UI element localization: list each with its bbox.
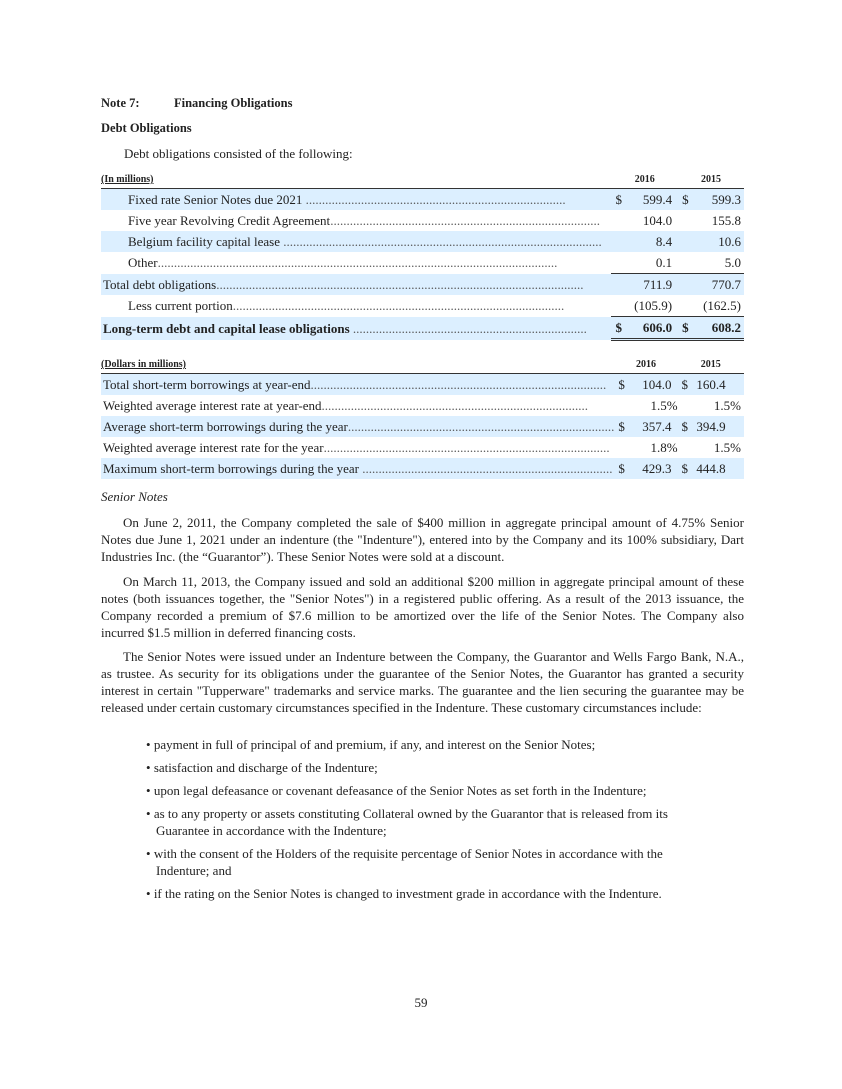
row-label: Maximum short-term borrowings during the year (103, 461, 359, 476)
list-item (146, 736, 706, 753)
bullet-icon: • (146, 737, 151, 752)
cell-value: 0.1 (626, 252, 678, 274)
table-row: Weighted average interest rate at year-end.................................................................................. 1.5% 1.5% (101, 395, 744, 416)
debt-obligations-table (101, 172, 744, 341)
currency-symbol (614, 437, 629, 458)
cell-value: 1.5% (713, 398, 741, 413)
table-row: Total debt obligations................................................................................................................. 711.9 770.7 (101, 274, 744, 296)
currency-symbol (678, 295, 693, 317)
cell-value: 155.8 (711, 213, 741, 228)
row-label: Less current portion (128, 298, 233, 314)
table-row: Total short-term borrowings at year-end........................................................................................... $ 104.0 $ 160.4 (101, 374, 744, 396)
table-row: Other........................................................................................................................... 0.1 5.0 (101, 252, 744, 274)
list-item (146, 759, 706, 776)
currency-symbol: $ (611, 317, 626, 340)
bullet-icon: • (146, 886, 151, 901)
paragraph (101, 573, 744, 641)
note-number: Note 7: (101, 96, 140, 110)
currency-symbol (611, 295, 626, 317)
row-label: Average short-term borrowings during the year (103, 419, 348, 434)
bullet-icon: • (146, 806, 151, 821)
row-label: Other (128, 255, 158, 271)
intro-text: Debt obligations consisted of the following: (124, 146, 353, 161)
currency-symbol (611, 252, 626, 274)
unit-label: (In millions) (101, 174, 154, 185)
row-label: Total debt obligations (103, 276, 217, 292)
currency-symbol (678, 210, 693, 231)
list-item-text: satisfaction and discharge of the Indenture; (153, 760, 378, 775)
currency-symbol (611, 210, 626, 231)
row-label: Fixed rate Senior Notes due 2021 (128, 192, 303, 207)
currency-symbol: $ (678, 317, 693, 340)
currency-symbol: $ (678, 416, 693, 437)
currency-symbol (678, 231, 693, 252)
year-header: 2016 (635, 359, 656, 370)
cell-value: 429.3 (629, 458, 677, 479)
table-header-row (101, 357, 744, 374)
row-label: Belgium facility capital lease (128, 234, 280, 249)
table-row: Fixed rate Senior Notes due 2021 ................................................................................ $ 599.4 $ 599.3 (101, 189, 744, 211)
cell-value: 10.6 (693, 231, 744, 252)
bullet-icon: • (146, 846, 151, 861)
cell-value: 104.0 (629, 374, 677, 396)
currency-symbol (678, 437, 693, 458)
year-header: 2015 (701, 174, 722, 185)
bullet-icon: • (146, 783, 151, 798)
cell-value: 1.5% (713, 440, 741, 455)
cell-value: 5.0 (693, 252, 744, 274)
currency-symbol: $ (614, 458, 629, 479)
paragraph-text: The Senior Notes were issued under an Indenture between the Company, the Guarantor and Wells Fargo Bank, N.A., as trustee. As security for its obligations under the guarantee of the Senior Notes, the Guarantor has granted a security interest in certain "Tupperware" trademarks and service marks. The guarantee and the lien securing the guarantee may be released under certain customary circumstances specified in the Indenture. These customary circumstances include: (101, 649, 744, 715)
cell-value: 8.4 (626, 231, 678, 252)
list-item-text: with the consent of the Holders of the requisite percentage of Senior Notes in accordance with the Indenture; and (153, 846, 663, 878)
currency-symbol (678, 274, 693, 296)
table-row: Weighted average interest rate for the year........................................................................................ 1.8% 1.5% (101, 437, 744, 458)
cell-value: 599.4 (626, 189, 678, 211)
unit-label: (Dollars in millions) (101, 359, 187, 370)
cell-value: (105.9) (626, 295, 678, 317)
row-label: Five year Revolving Credit Agreement (128, 213, 331, 228)
cell-value: 711.9 (626, 274, 678, 296)
debt-obligations-heading: Debt Obligations (101, 121, 192, 135)
cell-value: 1.5% (650, 398, 678, 413)
list-item-text: upon legal defeasance or covenant defeasance of the Senior Notes as set forth in the Indenture; (153, 783, 647, 798)
cell-value: 608.2 (693, 317, 744, 340)
cell-value: (162.5) (693, 295, 744, 317)
cell-value: 1.8% (650, 440, 678, 455)
currency-symbol (678, 252, 693, 274)
paragraph-text: On March 11, 2013, the Company issued and sold an additional $200 million in aggregate principal amount of these notes (both issuances together, the "Senior Notes") in a registered public offering. As a result of the 2013 issuance, the Company recorded a premium of $7.6 million to be amortized over the life of the Senior Notes. The Company also incurred $1.5 million in deferred financing costs. (101, 574, 744, 640)
currency-symbol: $ (678, 189, 693, 211)
cell-value: 444.8 (692, 458, 744, 479)
list-item (146, 845, 706, 879)
list-item-text: if the rating on the Senior Notes is changed to investment grade in accordance with the Indenture. (153, 886, 662, 901)
cell-value: 599.3 (693, 189, 744, 211)
row-label: Weighted average interest rate for the year (103, 440, 324, 455)
table-row: Five year Revolving Credit Agreement................................................................................... 104.0 155.8 (101, 210, 744, 231)
bullet-icon: • (146, 760, 151, 775)
circumstances-list (146, 736, 706, 908)
table-header-row (101, 172, 744, 189)
currency-symbol: $ (611, 189, 626, 211)
row-label: Total short-term borrowings at year-end (103, 377, 311, 392)
list-item (146, 885, 706, 902)
table-row-total: Long-term debt and capital lease obligations ........................................................................ $ 606.0 $ 608.2 (101, 317, 744, 340)
table-row: Less current portion...................................................................................................... (105.9) (162.5) (101, 295, 744, 317)
table-row: Belgium facility capital lease .................................................................................................. 8.4 10.6 (101, 231, 744, 252)
short-term-borrowings-table (101, 357, 744, 479)
currency-symbol (678, 395, 693, 416)
list-item-text: as to any property or assets constituting Collateral owned by the Guarantor that is released from its Guarantee in accordance with the Indenture; (153, 806, 668, 838)
cell-value: 104.0 (642, 213, 673, 228)
cell-value: 606.0 (626, 317, 678, 340)
list-item-text: payment in full of principal of and premium, if any, and interest on the Senior Notes; (153, 737, 596, 752)
table-row: Maximum short-term borrowings during the year ............................................................................. $ 429.3 $ 444.8 (101, 458, 744, 479)
note-title: Financing Obligations (174, 96, 293, 110)
row-label: Long-term debt and capital lease obligations (103, 320, 350, 336)
list-item (146, 805, 706, 839)
currency-symbol: $ (678, 458, 693, 479)
year-header: 2015 (700, 359, 721, 370)
year-header: 2016 (634, 174, 655, 185)
currency-symbol (611, 231, 626, 252)
senior-notes-heading: Senior Notes (101, 489, 168, 504)
note-heading (101, 96, 293, 111)
cell-value: 394.9 (692, 416, 744, 437)
table-row: Average short-term borrowings during the year.................................................................................. $ 357.4 $ 394.9 (101, 416, 744, 437)
list-item (146, 782, 706, 799)
currency-symbol (614, 395, 629, 416)
paragraph (101, 648, 744, 716)
currency-symbol: $ (614, 416, 629, 437)
cell-value: 770.7 (693, 274, 744, 296)
currency-symbol (611, 274, 626, 296)
cell-value: 357.4 (629, 416, 677, 437)
paragraph (101, 514, 744, 565)
currency-symbol: $ (678, 374, 693, 396)
row-label: Weighted average interest rate at year-end (103, 398, 322, 413)
currency-symbol: $ (614, 374, 629, 396)
paragraph-text: On June 2, 2011, the Company completed the sale of $400 million in aggregate principal amount of 4.75% Senior Notes due June 1, 2021 under an indenture (the "Indenture"), entered into by the Company and its 100% subsidiary, Dart Industries Inc. (the “Guarantor”). These Senior Notes were sold at a discount. (101, 515, 744, 564)
page-number: 59 (414, 995, 428, 1010)
cell-value: 160.4 (692, 374, 744, 396)
